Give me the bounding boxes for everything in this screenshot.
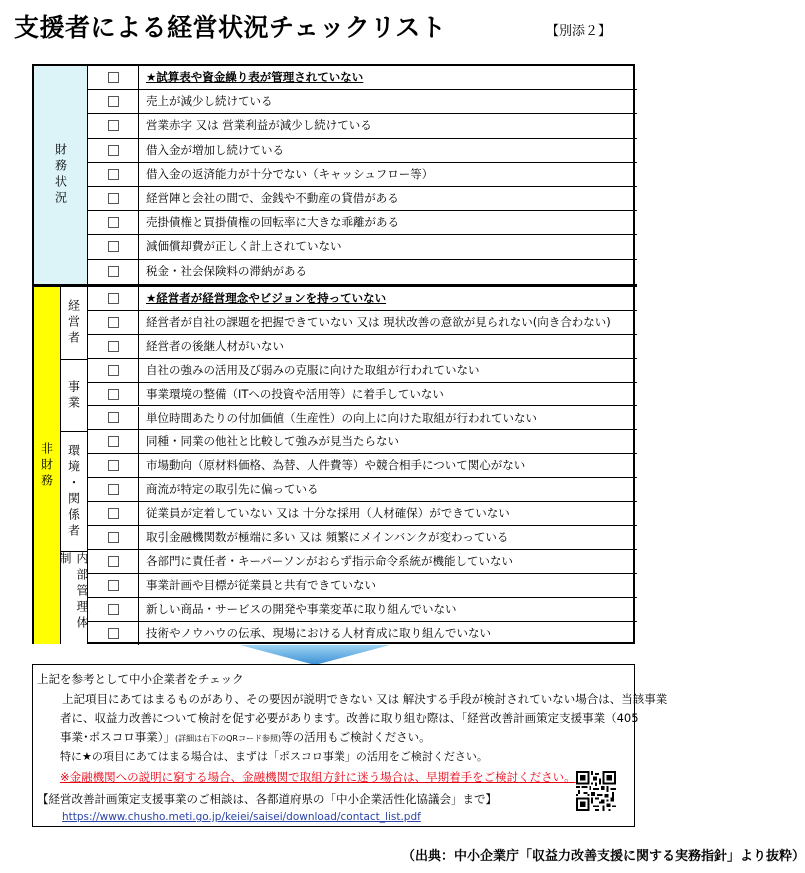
advice-program-name: 事業･ポスコロ事業）」: [60, 730, 175, 744]
checkbox-cell: [88, 622, 139, 646]
checklist-row: [88, 235, 637, 259]
checklist-item-text: 従業員が定着していない 又は 十分な採用（人材確保）ができていない: [146, 506, 510, 521]
qr-note: (詳細は右下のQRコード参照): [175, 734, 282, 743]
checklist-row: [88, 502, 637, 526]
checkbox-cell: [88, 526, 139, 549]
checkbox-cell: [88, 478, 139, 501]
checklist-row: [88, 622, 637, 646]
checkbox-cell: [88, 139, 139, 162]
checklist-row: [88, 335, 637, 359]
down-arrow-icon: [240, 645, 390, 665]
checklist-item-text: ★経営者が経営理念やビジョンを持っていない: [146, 291, 387, 305]
checklist-row: [88, 90, 637, 114]
checkbox[interactable]: [108, 460, 119, 471]
checklist-item-text: 技術やノウハウの伝承、現場における人材育成に取り組んでいない: [146, 625, 491, 640]
checklist-item-text: 経営者が自社の課題を把握できていない 又は 現状改善の意欲が見られない(向き合わない): [146, 314, 611, 329]
checkbox-cell: [88, 502, 139, 525]
checklist-row: [88, 574, 637, 598]
checklist-row: [88, 211, 637, 235]
checkbox-cell: [88, 311, 139, 334]
group-cell-environment: [61, 431, 88, 551]
checklist-row: [88, 454, 637, 478]
checkbox-cell: [88, 574, 139, 597]
checkbox-cell: [88, 235, 139, 258]
checklist-row: [88, 187, 637, 211]
checkbox[interactable]: [108, 145, 119, 156]
checklist-item-text: 借入金が増加し続けている: [146, 142, 284, 157]
checkbox[interactable]: [108, 365, 119, 376]
checklist-row: [88, 550, 637, 574]
checkbox[interactable]: [108, 412, 119, 423]
checklist-row: [88, 478, 637, 502]
checklist-item-text: 経営陣と会社の間で、金銭や不動産の貸借がある: [146, 191, 399, 205]
checklist-row: [88, 311, 637, 335]
checklist-row: [88, 526, 637, 550]
checkbox-cell: [88, 407, 139, 430]
checkbox-cell: [88, 454, 139, 477]
checklist-item-text: 経営者の後継人材がいない: [146, 338, 284, 353]
advice-heading: 上記を参考として中小企業者をチェック: [37, 672, 244, 686]
checkbox-cell: [88, 66, 139, 89]
checklist-item-text: 商流が特定の取引先に偏っている: [146, 482, 319, 497]
checklist-row: [88, 163, 637, 187]
nonfinancial-category-label: 非財務: [39, 441, 54, 490]
group-cell-business: [61, 359, 88, 431]
source-citation: （出典：中小企業庁「収益力改善支援に関する実務指針」より抜粋）: [402, 849, 805, 864]
checkbox-cell: [88, 260, 139, 284]
checkbox-cell: [88, 430, 139, 453]
checkbox-cell: [88, 114, 139, 137]
checkbox-cell: [88, 211, 139, 234]
nonfinancial-rows: [88, 287, 637, 644]
checklist-item-text: 事業環境の整備（ITへの投資や活用等）に着手していない: [146, 386, 444, 401]
checkbox[interactable]: [108, 293, 119, 304]
checkbox[interactable]: [108, 193, 119, 204]
advice-paragraph: 者に、収益力改善について検討を促す必要があります。改善に取り組む際は、「経営改善計画策定支援事業（405: [60, 711, 639, 725]
checklist-item-text: 同種・同業の他社と比較して強みが見当たらない: [146, 434, 399, 449]
nonfinancial-section: [34, 284, 637, 644]
checkbox[interactable]: [108, 508, 119, 519]
group-label: 環境・関係者: [66, 443, 81, 540]
checkbox[interactable]: [108, 484, 119, 495]
checkbox[interactable]: [108, 532, 119, 543]
checklist-row: [88, 260, 637, 284]
qr-code-icon: [576, 770, 616, 812]
checkbox[interactable]: [108, 436, 119, 447]
checkbox[interactable]: [108, 96, 119, 107]
checkbox-cell: [88, 598, 139, 621]
checkbox-cell: [88, 163, 139, 186]
checkbox-cell: [88, 287, 139, 310]
checklist-table: [32, 64, 635, 644]
checklist-item-text: 減価償却費が正しく計上されていない: [146, 239, 342, 254]
advice-paragraph: 上記項目にあてはまるものがあり、その要因が説明できない 又は 解決する手段が検討されていない場合は、当該事業: [62, 692, 668, 706]
checklist-item-text: 事業計画や目標が従業員と共有できていない: [146, 577, 376, 592]
checklist-item-text: 取引金融機関数が極端に多い 又は 頻繁にメインバンクが変わっている: [146, 530, 509, 544]
checklist-item-text: 営業赤字 又は 営業利益が減少し続けている: [146, 118, 372, 133]
checkbox[interactable]: [108, 628, 119, 639]
consult-text: 【経営改善計画策定支援事業のご相談は、各都道府県の「中小企業活性化協議会」まで】: [37, 792, 497, 806]
checklist-item-text: 借入金の返済能力が十分でない（キャッシュフロー等）: [146, 166, 434, 181]
checkbox[interactable]: [108, 317, 119, 328]
checklist-item-text: 新しい商品・サービスの開発や事業変革に取り組んでいない: [146, 601, 457, 616]
advice-paragraph: [60, 729, 431, 745]
checklist-item-text: 売上が減少し続けている: [146, 94, 273, 109]
financial-rows: [88, 66, 637, 284]
checkbox-cell: [88, 383, 139, 406]
checkbox[interactable]: [108, 217, 119, 228]
checkbox[interactable]: [108, 266, 119, 277]
checklist-item-text: 自社の強みの活用及び弱みの克服に向けた取組が行われていない: [146, 362, 480, 377]
checklist-item-text: 単位時間あたりの付加価値（生産性）の向上に向けた取組が行われていない: [146, 410, 537, 425]
attachment-label: 【別添２】: [546, 24, 612, 39]
checklist-row: [88, 287, 637, 311]
page-title: 支援者による経営状況チェックリスト: [14, 13, 447, 42]
checkbox[interactable]: [108, 556, 119, 567]
financial-section: [34, 66, 637, 284]
checkbox-cell: [88, 335, 139, 358]
checkbox[interactable]: [108, 341, 119, 352]
checkbox[interactable]: [108, 120, 119, 131]
group-label: 経営者: [66, 299, 81, 347]
checklist-item-text: 各部門に責任者・キーパーソンがおらず指示命令系統が機能していない: [146, 553, 513, 568]
checkbox[interactable]: [108, 241, 119, 252]
checklist-row: [88, 407, 637, 431]
checklist-item-text: 市場動向（原材料価格、為替、人件費等）や競合相手について関心がない: [146, 458, 526, 473]
checkbox[interactable]: [108, 169, 119, 180]
contact-list-link[interactable]: https://www.chusho.meti.go.jp/keiei/saisei/download/contact_list.pdf: [62, 811, 421, 823]
advice-box: [32, 664, 668, 827]
checklist-item-text: 税金・社会保険料の滞納がある: [146, 263, 307, 278]
group-label: 事業: [66, 379, 81, 412]
checklist-row: [88, 430, 637, 454]
checkbox[interactable]: [108, 604, 119, 615]
checkbox[interactable]: [108, 580, 119, 591]
checklist-row: [88, 359, 637, 383]
checklist-item-text: 売掛債権と買掛債権の回転率に大きな乖離がある: [146, 215, 399, 230]
contact-link-wrap: [62, 811, 421, 823]
warning-text: ※金融機関への説明に窮する場合、金融機関で取組方針に迷う場合は、早期着手をご検討ください。: [60, 770, 576, 784]
checkbox-cell: [88, 550, 139, 573]
advice-star-note: 特に★の項目にあてはまる場合は、まずは「ポスコロ事業」の活用をご検討ください。: [60, 750, 488, 763]
advice-text: 等の活用もご検討ください。: [281, 730, 431, 744]
checklist-row: [88, 114, 637, 138]
checklist-item-text: ★試算表や資金繰り表が管理されていない: [146, 70, 364, 84]
checklist-row: [88, 66, 637, 90]
checklist-row: [88, 139, 637, 163]
checklist-row: [88, 383, 637, 407]
group-label: 内部管理体制: [58, 552, 89, 632]
checkbox[interactable]: [108, 72, 119, 83]
checkbox-cell: [88, 90, 139, 113]
group-cell-management: [61, 287, 88, 359]
financial-category-label: 財務状況: [53, 143, 68, 207]
checkbox[interactable]: [108, 389, 119, 400]
checkbox-cell: [88, 187, 139, 210]
checklist-row: [88, 598, 637, 622]
financial-category-cell: [34, 66, 88, 284]
checkbox-cell: [88, 359, 139, 382]
group-cell-internal: [58, 551, 89, 644]
